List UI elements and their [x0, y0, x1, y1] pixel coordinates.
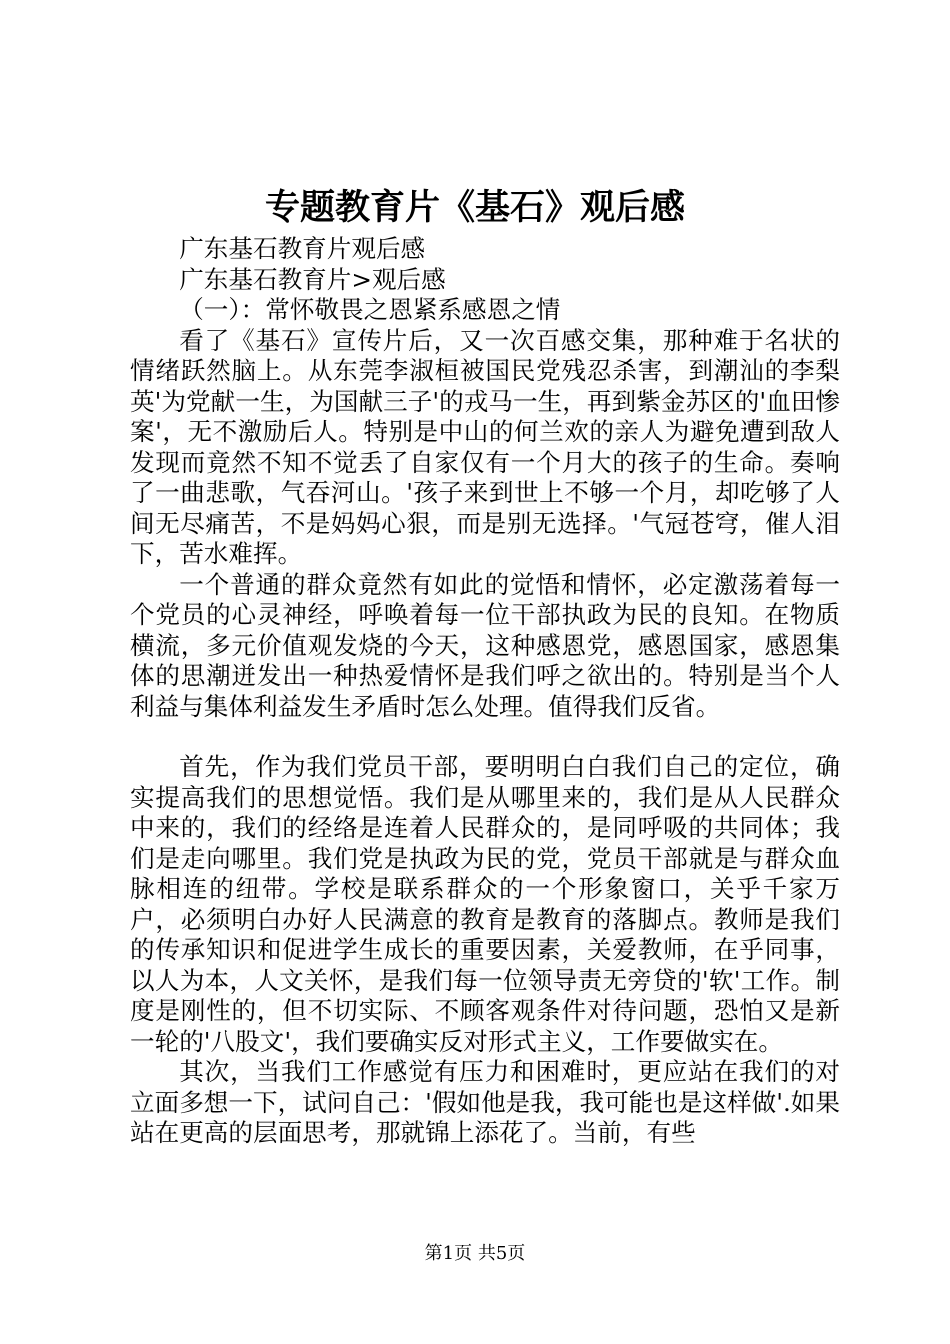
subtitle-line: 广东基石教育片观后感	[179, 234, 426, 263]
section-heading: （一）：常怀敬畏之恩紧系感恩之情	[179, 295, 561, 324]
document-title: 专题教育片《基石》观后感	[264, 187, 685, 228]
body-paragraph: 其次，当我们工作感觉有压力和困难时，更应站在我们的对立面多想一下，试问自己：'假如他是我，我可能也是这样做'.如果站在更高的层面思考，那就锦上添花了。当前，有些	[130, 1057, 840, 1147]
page-number: 第1页 共5页	[424, 1243, 526, 1264]
subtitle-line: 广东基石教育片>观后感	[179, 264, 446, 294]
body-paragraph: 一个普通的群众竟然有如此的觉悟和情怀，必定激荡着每一个党员的心灵神经，呼唤着每一位干部执政为民的良知。在物质横流，多元价值观发烧的今天，这种感恩党，感恩国家，感恩集体的思潮迸发出一种热爱情怀是我们呼之欲出的。特别是当个人利益与集体利益发生矛盾时怎么处理。值得我们反省。	[130, 569, 840, 721]
body-paragraph: 看了《基石》宣传片后，又一次百感交集，那种难于名状的情绪跃然脑上。从东莞李淑桓被国民党残忍杀害，到潮汕的李梨英'为党献一生，为国献三子'的戎马一生，再到紫金苏区的'血田惨案'，无不激励后人。特别是中山的何兰欢的亲人为避免遭到敌人发现而竟然不知不觉丢了自家仅有一个月大的孩子的生命。奏响了一曲悲歌，气吞河山。'孩子来到世上不够一个月，却吃够了人间无尽痛苦，不是妈妈心狠，而是别无选择。'气冠苍穹，催人泪下，苦水难挥。	[130, 325, 840, 568]
document-body	[130, 234, 840, 1149]
body-paragraph: 首先，作为我们党员干部，要明明白白我们自己的定位，确实提高我们的思想觉悟。我们是从哪里来的，我们是从人民群众中来的，我们的经络是连着人民群众的，是同呼吸的共同体；我们是走向哪里。我们党是执政为民的党，党员干部就是与群众血脉相连的纽带。学校是联系群众的一个形象窗口，关乎千家万户，必须明白办好人民满意的教育是教育的落脚点。教师是我们的传承知识和促进学生成长的重要因素，关爱教师，在乎同事，以人为本，人文关怀，是我们每一位领导责无旁贷的'软'工作。制度是刚性的，但不切实际、不顾客观条件对待问题，恐怕又是新一轮的'八股文'，我们要确实反对形式主义，工作要做实在。	[130, 752, 840, 1056]
